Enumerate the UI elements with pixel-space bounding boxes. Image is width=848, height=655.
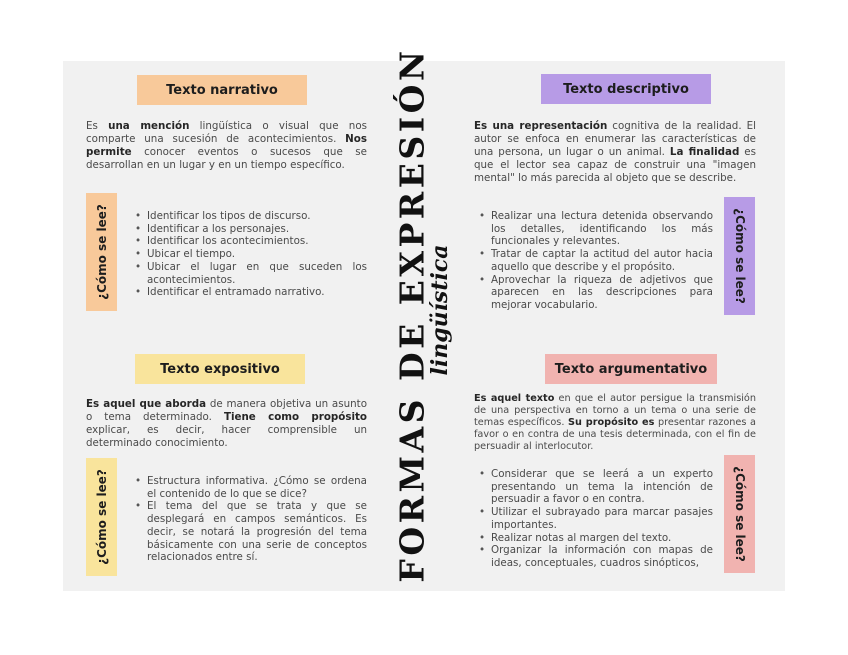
list-item: • Aprovechar la riqueza de adjetivos que aparecen en las descripciones para mejorar vocabulario. (477, 274, 713, 312)
list-item: • Estructura informativa. ¿Cómo se ordena el contenido de lo que se dice? (133, 475, 367, 500)
descriptivo-bullet-list (477, 210, 713, 312)
argumentativo-how-to-read-label: ¿Cómo se lee? (724, 455, 755, 573)
argumentativo-definition: Es aquel texto en que el autor persigue la transmisión de una perspectiva en torno a un tema o una serie de temas específicos. Su propósito es presentar razones a favor o en contra de una tesis determinada, con el fin de persuadir al interlocutor. (474, 393, 756, 453)
narrativo-definition: Es una mención lingüística o visual que nos comparte una sucesión de acontecimientos. Nos permite conocer eventos o sucesos que se desarrollan en un lugar y en un tiempo específico. (86, 120, 367, 171)
narrativo-bullet-list (133, 210, 367, 299)
argumentativo-bullet-list (477, 468, 713, 570)
list-item: • Ubicar el lugar en que suceden los acontecimientos. (133, 261, 367, 286)
descriptivo-title: Texto descriptivo (541, 74, 711, 104)
list-item: • Identificar el entramado narrativo. (133, 286, 367, 299)
expositivo-definition: Es aquel que aborda de manera objetiva un asunto o tema determinado. Tiene como propósito explicar, es decir, hacer comprensible un determinado conocimiento. (86, 398, 367, 449)
list-item: • Considerar que se leerá a un experto presentando un tema la intención de persuadir a favor o en contra. (477, 468, 713, 506)
list-item: • Identificar a los personajes. (133, 223, 367, 236)
argumentativo-title: Texto argumentativo (545, 354, 717, 384)
list-item: • Realizar una lectura detenida observando los detalles, identificando los más funcionales y relevantes. (477, 210, 713, 248)
list-item: • Realizar notas al margen del texto. (477, 532, 713, 545)
expositivo-how-to-read-label: ¿Cómo se lee? (86, 458, 117, 576)
expositivo-title: Texto expositivo (135, 354, 305, 384)
narrativo-title: Texto narrativo (137, 75, 307, 105)
descriptivo-how-to-read-label: ¿Cómo se lee? (724, 197, 755, 315)
list-item: • Identificar los acontecimientos. (133, 235, 367, 248)
list-item: • Organizar la información con mapas de ideas, conceptuales, cuadros sinópticos, (477, 544, 713, 569)
list-item: • Ubicar el tiempo. (133, 248, 367, 261)
subtitle: lingüística (427, 244, 453, 376)
main-title: FORMAS DE EXPRESIÓN (392, 47, 432, 583)
expositivo-bullet-list (133, 475, 367, 564)
list-item: • Utilizar el subrayado para marcar pasajes importantes. (477, 506, 713, 531)
list-item: • Tratar de captar la actitud del autor hacia aquello que describe y el propósito. (477, 248, 713, 273)
narrativo-how-to-read-label: ¿Cómo se lee? (86, 193, 117, 311)
list-item: • Identificar los tipos de discurso. (133, 210, 367, 223)
list-item: • El tema del que se trata y que se desplegará en campos semánticos. Es decir, se notará la progresión del tema básicamente con una serie de conceptos relacionados entre sí. (133, 500, 367, 564)
descriptivo-definition: Es una representación cognitiva de la realidad. El autor se enfoca en enumerar las características de una persona, un lugar o un animal. La finalidad es que el lector sea capaz de construir una "imagen mental" lo más parecida al objeto que se describe. (474, 120, 756, 184)
central-title-column (392, 47, 432, 583)
